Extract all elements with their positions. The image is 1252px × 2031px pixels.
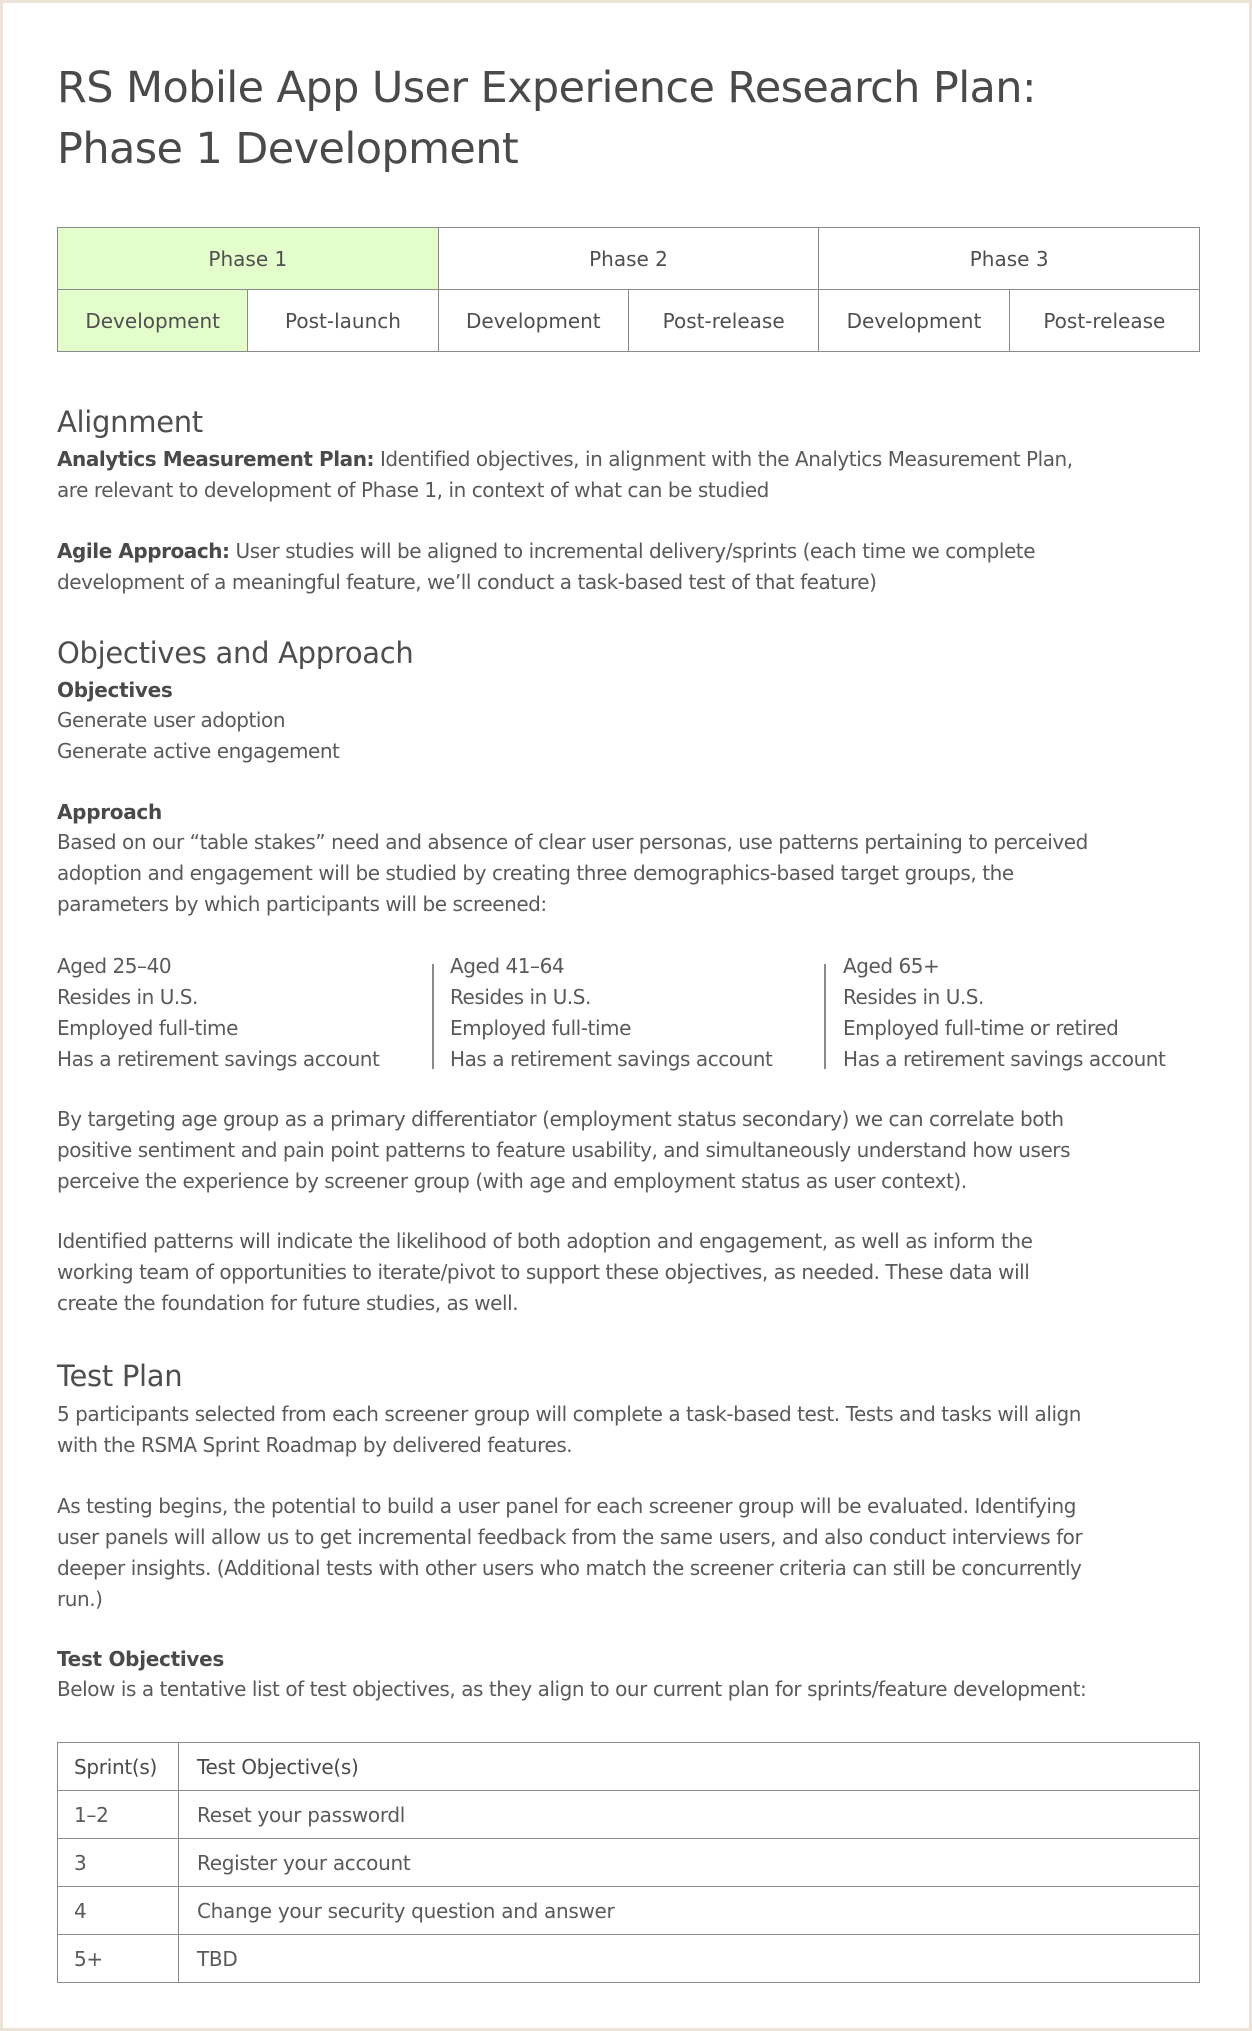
objectives-approach-heading: Objectives and Approach (57, 636, 414, 670)
test-objectives-intro (57, 1674, 1086, 1705)
objective-cell: Reset your passwordl (179, 1791, 1200, 1839)
agile-approach-paragraph (57, 536, 1035, 598)
user-panel-paragraph (57, 1491, 1082, 1615)
sprint-cell: 1–2 (58, 1791, 179, 1839)
panel-line: user panels will allow us to get incremental feedback from the same users, and also conduct interviews for (57, 1525, 1083, 1549)
objectives-list (57, 705, 339, 767)
group-divider (824, 964, 826, 1069)
objective-item: Generate user adoption (57, 708, 286, 732)
approach-paragraph (57, 827, 1088, 920)
patterns-line: working team of opportunities to iterate/pivot to support these objectives, as needed. These data will (57, 1260, 1030, 1284)
objective-column-header: Test Objective(s) (179, 1743, 1200, 1791)
phase-timeline-table (57, 227, 1200, 352)
analytics-measurement-plan-paragraph (57, 444, 1073, 506)
phase-1-post-launch-stage: Post-launch (248, 290, 438, 352)
agile-line-2: development of a meaningful feature, we’ll conduct a task-based test of that feature) (57, 570, 877, 594)
test-plan-heading: Test Plan (57, 1359, 183, 1393)
amp-line-1 (57, 444, 1073, 475)
approach-subheading: Approach (57, 800, 162, 824)
phase-3-development-stage: Development (819, 290, 1009, 352)
panel-line: As testing begins, the potential to build a user panel for each screener group will be evaluated. Identifying (57, 1494, 1076, 1518)
sprint-cell: 3 (58, 1839, 179, 1887)
panel-line: run.) (57, 1587, 103, 1611)
title-line-1: RS Mobile App User Experience Research Plan: (57, 63, 1036, 113)
phase-1-development-stage: Development (58, 290, 248, 352)
agile-text-1: User studies will be aligned to incremental delivery/sprints (each time we complete (229, 539, 1036, 563)
table-row (58, 1839, 1200, 1887)
panel-line: deeper insights. (Additional tests with other users who match the screener criteria can still be concurrently (57, 1556, 1082, 1580)
phase-1-header: Phase 1 (58, 228, 439, 290)
targeting-paragraph (57, 1104, 1070, 1197)
phase-stage-row (58, 290, 1200, 352)
participants-line: 5 participants selected from each screener group will complete a task-based test. Tests and tasks will align (57, 1402, 1082, 1426)
group-criterion: Has a retirement savings account (450, 1047, 773, 1071)
group-criterion: Aged 41–64 (450, 954, 565, 978)
sprint-column-header: Sprint(s) (58, 1743, 179, 1791)
group-criterion: Aged 65+ (843, 954, 940, 978)
page-title (57, 58, 1036, 180)
objectives-subheading: Objectives (57, 678, 173, 702)
targeting-line: By targeting age group as a primary differentiator (employment status secondary) we can correlate both (57, 1107, 1064, 1131)
table-row (58, 1887, 1200, 1935)
table-row (58, 1935, 1200, 1983)
group-criterion: Resides in U.S. (57, 985, 198, 1009)
amp-label: Analytics Measurement Plan: (57, 447, 375, 471)
approach-line: parameters by which participants will be screened: (57, 892, 547, 916)
sprint-cell: 5+ (58, 1935, 179, 1983)
amp-text-1: Identified objectives, in alignment with the Analytics Measurement Plan, (374, 447, 1073, 471)
phase-2-post-release-stage: Post-release (628, 290, 818, 352)
group-criterion: Employed full-time or retired (843, 1016, 1119, 1040)
group-criterion: Aged 25–40 (57, 954, 172, 978)
targeting-line: perceive the experience by screener group (with age and employment status as user context). (57, 1169, 967, 1193)
objective-cell: Register your account (179, 1839, 1200, 1887)
targeting-line: positive sentiment and pain point patterns to feature usability, and simultaneously understand how users (57, 1138, 1071, 1162)
participants-line: with the RSMA Sprint Roadmap by delivered features. (57, 1433, 573, 1457)
phase-2-header: Phase 2 (438, 228, 819, 290)
screener-groups (57, 951, 1200, 1075)
screener-group-65-plus (843, 951, 1165, 1075)
group-criterion: Employed full-time (57, 1016, 238, 1040)
group-criterion: Employed full-time (450, 1016, 631, 1040)
approach-line: adoption and engagement will be studied by creating three demographics-based target groups, the (57, 861, 1014, 885)
table-header-row (58, 1743, 1200, 1791)
test-objectives-table (57, 1742, 1200, 1983)
approach-line: Based on our “table stakes” need and absence of clear user personas, use patterns pertaining to perceived (57, 830, 1088, 854)
group-criterion: Has a retirement savings account (843, 1047, 1166, 1071)
objective-cell: TBD (179, 1935, 1200, 1983)
participants-paragraph (57, 1399, 1081, 1461)
amp-line-2: are relevant to development of Phase 1, in context of what can be studied (57, 478, 769, 502)
group-criterion: Has a retirement savings account (57, 1047, 380, 1071)
agile-line-1 (57, 536, 1035, 567)
patterns-line: create the foundation for future studies, as well. (57, 1291, 519, 1315)
patterns-line: Identified patterns will indicate the likelihood of both adoption and engagement, as well as inform the (57, 1229, 1033, 1253)
sprint-cell: 4 (58, 1887, 179, 1935)
patterns-paragraph (57, 1226, 1032, 1319)
phase-3-header: Phase 3 (819, 228, 1200, 290)
group-divider (432, 964, 434, 1069)
objective-cell: Change your security question and answer (179, 1887, 1200, 1935)
intro-line: Below is a tentative list of test objectives, as they align to our current plan for sprints/feature development: (57, 1677, 1087, 1701)
objective-item: Generate active engagement (57, 739, 340, 763)
agile-label: Agile Approach: (57, 539, 230, 563)
group-criterion: Resides in U.S. (843, 985, 984, 1009)
phase-2-development-stage: Development (438, 290, 628, 352)
phase-header-row (58, 228, 1200, 290)
title-line-2: Phase 1 Development (57, 124, 519, 174)
alignment-heading: Alignment (57, 405, 203, 439)
group-criterion: Resides in U.S. (450, 985, 591, 1009)
screener-group-41-64 (450, 951, 772, 1075)
screener-group-25-40 (57, 951, 379, 1075)
table-row (58, 1791, 1200, 1839)
phase-3-post-release-stage: Post-release (1009, 290, 1199, 352)
test-objectives-subheading: Test Objectives (57, 1647, 224, 1671)
